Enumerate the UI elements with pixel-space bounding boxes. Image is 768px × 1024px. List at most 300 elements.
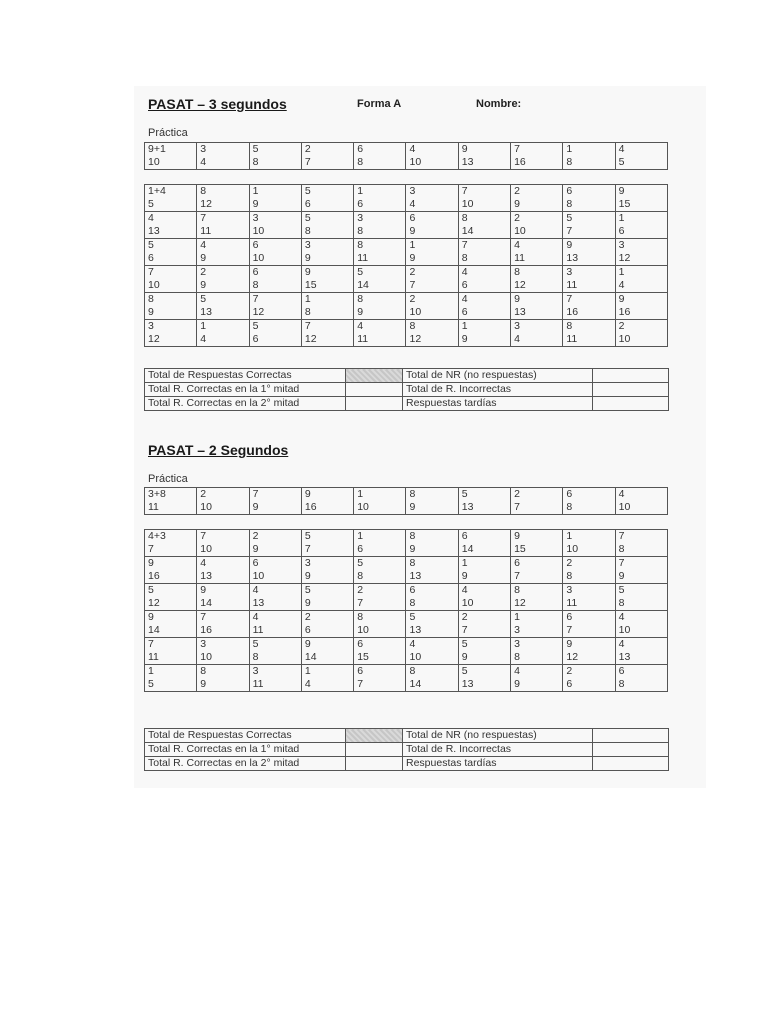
table-row — [145, 530, 668, 557]
practice-table-3s — [144, 142, 668, 170]
cell-top-value: 6 — [409, 212, 416, 224]
table-cell — [197, 293, 249, 320]
table-cell — [615, 530, 667, 557]
cell-top-value: 4 — [200, 239, 207, 251]
cell-bottom-value: 8 — [618, 543, 625, 555]
cell-top-value: 1 — [148, 665, 154, 677]
cell-top-value: 1 — [618, 266, 625, 278]
totals-label: Total de Respuestas Correctas — [145, 729, 346, 743]
practice-table-2s — [144, 487, 668, 515]
table-cell — [354, 239, 406, 266]
cell-bottom-value: 16 — [148, 570, 160, 582]
cell-bottom-value: 10 — [566, 543, 579, 555]
table-cell — [511, 611, 563, 638]
cell-bottom-value: 9 — [618, 570, 625, 582]
cell-top-value: 4 — [252, 611, 259, 623]
cell-bottom-value: 6 — [566, 678, 573, 690]
cell-top-value: 5 — [200, 293, 207, 305]
totals-value-field[interactable] — [346, 369, 403, 383]
cell-top-value: 6 — [409, 584, 416, 596]
practice-row — [145, 488, 668, 515]
totals-row — [145, 397, 669, 411]
table-cell — [354, 557, 406, 584]
table-cell — [197, 665, 249, 692]
cell-top-value: 2 — [514, 212, 520, 224]
table-cell — [249, 293, 301, 320]
table-cell — [249, 143, 301, 170]
table-cell — [458, 611, 510, 638]
cell-bottom-value: 7 — [514, 501, 520, 513]
cell-top-value: 3 — [304, 239, 311, 251]
cell-bottom-value: 4 — [200, 156, 207, 168]
table-cell — [615, 488, 667, 515]
totals-value-field[interactable] — [593, 743, 669, 757]
table-cell — [563, 320, 615, 347]
cell-top-value: 9 — [566, 239, 573, 251]
cell-bottom-value: 13 — [409, 570, 422, 582]
cell-bottom-value: 13 — [461, 678, 474, 690]
cell-bottom-value: 10 — [357, 501, 369, 513]
table-cell — [406, 143, 458, 170]
totals-row — [145, 743, 669, 757]
cell-bottom-value: 11 — [252, 678, 264, 690]
cell-top-value: 3 — [409, 185, 416, 197]
cell-top-value: 4 — [409, 143, 416, 155]
cell-bottom-value: 6 — [252, 333, 259, 345]
table-cell — [511, 143, 563, 170]
table-cell — [197, 488, 249, 515]
cell-top-value: 4 — [409, 638, 416, 650]
cell-bottom-value: 10 — [461, 198, 474, 210]
table-cell — [511, 239, 563, 266]
totals-value-field[interactable] — [593, 383, 669, 397]
section-title-2s: PASAT – 2 Segundos — [148, 442, 289, 458]
table-cell — [301, 584, 353, 611]
table-cell — [563, 143, 615, 170]
cell-bottom-value: 6 — [304, 198, 311, 210]
cell-top-value: 5 — [148, 584, 154, 596]
cell-top-value: 4+3 — [148, 530, 166, 542]
cell-bottom-value: 9 — [461, 651, 468, 663]
cell-bottom-value: 9 — [252, 198, 259, 210]
cell-top-value: 1+4 — [148, 185, 166, 197]
cell-top-value: 8 — [357, 239, 364, 251]
main-table-3s — [144, 184, 668, 347]
table-cell — [301, 557, 353, 584]
table-cell — [511, 638, 563, 665]
cell-top-value: 3 — [200, 143, 207, 155]
table-cell — [615, 143, 667, 170]
cell-bottom-value: 15 — [304, 279, 317, 291]
table-cell — [145, 320, 197, 347]
table-cell — [511, 530, 563, 557]
cell-top-value: 4 — [252, 584, 259, 596]
cell-bottom-value: 10 — [409, 156, 422, 168]
practice-label-2s: Práctica — [148, 473, 188, 485]
cell-top-value: 5 — [304, 212, 311, 224]
table-cell — [563, 611, 615, 638]
table-cell — [249, 611, 301, 638]
table-cell — [406, 638, 458, 665]
table-cell — [511, 320, 563, 347]
table-cell — [615, 293, 667, 320]
cell-bottom-value: 15 — [514, 543, 526, 555]
cell-top-value: 8 — [409, 530, 416, 542]
cell-bottom-value: 8 — [252, 279, 259, 291]
cell-bottom-value: 13 — [252, 597, 265, 609]
totals-value-field[interactable] — [593, 757, 669, 771]
table-cell — [458, 530, 510, 557]
table-row — [145, 185, 668, 212]
table-cell — [301, 530, 353, 557]
table-cell — [563, 488, 615, 515]
cell-bottom-value: 12 — [148, 597, 160, 609]
cell-top-value: 3 — [148, 320, 154, 332]
cell-top-value: 1 — [304, 665, 311, 677]
cell-bottom-value: 8 — [514, 651, 520, 663]
cell-bottom-value: 6 — [461, 306, 468, 318]
table-cell — [615, 320, 667, 347]
cell-bottom-value: 4 — [304, 678, 311, 690]
table-cell — [197, 320, 249, 347]
totals-value-field[interactable] — [346, 743, 403, 757]
forma-label: Forma A — [357, 98, 402, 110]
cell-top-value: 7 — [200, 530, 207, 542]
cell-top-value: 5 — [566, 212, 573, 224]
totals-value-field[interactable] — [346, 729, 403, 743]
table-cell — [301, 185, 353, 212]
totals-row — [145, 383, 669, 397]
table-cell — [301, 212, 353, 239]
table-cell — [615, 611, 667, 638]
cell-top-value: 7 — [200, 212, 207, 224]
table-cell — [406, 488, 458, 515]
table-cell — [563, 665, 615, 692]
cell-top-value: 9 — [461, 143, 468, 155]
cell-top-value: 1 — [357, 530, 364, 542]
cell-bottom-value: 10 — [148, 279, 160, 291]
cell-top-value: 7 — [461, 185, 468, 197]
cell-top-value: 5 — [461, 665, 468, 677]
table-cell — [563, 239, 615, 266]
cell-bottom-value: 9 — [409, 225, 416, 237]
cell-top-value: 6 — [252, 239, 259, 251]
cell-top-value: 2 — [200, 488, 207, 500]
cell-top-value: 6 — [252, 266, 259, 278]
cell-top-value: 1 — [409, 239, 416, 251]
table-cell — [301, 320, 353, 347]
totals-label: Total de NR (no respuestas) — [403, 369, 593, 383]
cell-bottom-value: 3 — [514, 624, 520, 636]
cell-bottom-value: 13 — [461, 156, 474, 168]
table-cell — [615, 665, 667, 692]
totals-value-field[interactable] — [593, 729, 669, 743]
table-row — [145, 239, 668, 266]
cell-top-value: 2 — [514, 185, 520, 197]
table-cell — [354, 185, 406, 212]
cell-bottom-value: 8 — [618, 597, 625, 609]
cell-top-value: 8 — [357, 293, 364, 305]
totals-label: Total de R. Incorrectas — [403, 383, 593, 397]
table-cell — [249, 212, 301, 239]
cell-bottom-value: 4 — [200, 333, 207, 345]
cell-top-value: 4 — [461, 266, 468, 278]
cell-top-value: 3 — [357, 212, 364, 224]
practice-row — [145, 143, 668, 170]
table-cell — [511, 212, 563, 239]
totals-label: Total de Respuestas Correctas — [145, 369, 346, 383]
cell-bottom-value: 9 — [461, 333, 468, 345]
cell-top-value: 1 — [357, 185, 364, 197]
cell-bottom-value: 8 — [566, 501, 573, 513]
table-cell — [458, 293, 510, 320]
table-cell — [615, 638, 667, 665]
cell-top-value: 7 — [252, 488, 259, 500]
table-cell — [511, 185, 563, 212]
cell-top-value: 2 — [304, 611, 311, 623]
table-cell — [354, 665, 406, 692]
cell-top-value: 9 — [514, 530, 520, 542]
cell-bottom-value: 9 — [409, 501, 416, 513]
table-cell — [145, 293, 197, 320]
cell-bottom-value: 6 — [618, 225, 625, 237]
nombre-label: Nombre: — [476, 98, 522, 110]
table-cell — [615, 266, 667, 293]
table-cell — [406, 611, 458, 638]
table-cell — [249, 665, 301, 692]
totals-value-field[interactable] — [346, 383, 403, 397]
table-cell — [615, 239, 667, 266]
cell-bottom-value: 13 — [409, 624, 422, 636]
totals-value-field[interactable] — [346, 757, 403, 771]
table-cell — [145, 239, 197, 266]
cell-bottom-value: 7 — [357, 678, 364, 690]
cell-bottom-value: 8 — [357, 156, 364, 168]
cell-bottom-value: 9 — [200, 252, 207, 264]
table-cell — [197, 611, 249, 638]
cell-bottom-value: 10 — [618, 333, 631, 345]
totals-row — [145, 757, 669, 771]
cell-bottom-value: 9 — [409, 252, 416, 264]
cell-top-value: 1 — [514, 611, 520, 623]
cell-top-value: 2 — [409, 293, 416, 305]
cell-top-value: 5 — [304, 584, 311, 596]
table-cell — [249, 557, 301, 584]
cell-top-value: 7 — [148, 638, 154, 650]
table-cell — [301, 266, 353, 293]
pasat-2s-section — [144, 442, 668, 769]
totals-label: Total R. Correctas en la 1° mitad — [145, 743, 346, 757]
table-cell — [249, 638, 301, 665]
cell-bottom-value: 9 — [252, 543, 259, 555]
totals-label: Total de R. Incorrectas — [403, 743, 593, 757]
table-cell — [249, 185, 301, 212]
cell-top-value: 8 — [200, 665, 207, 677]
pasat-3s-section — [144, 96, 668, 409]
cell-top-value: 4 — [618, 488, 625, 500]
table-cell — [354, 611, 406, 638]
cell-top-value: 6 — [357, 665, 364, 677]
cell-top-value: 5 — [461, 638, 468, 650]
cell-bottom-value: 8 — [252, 156, 259, 168]
cell-top-value: 3 — [618, 239, 625, 251]
cell-top-value: 1 — [304, 293, 311, 305]
cell-top-value: 6 — [514, 557, 520, 569]
table-cell — [563, 266, 615, 293]
cell-top-value: 3 — [304, 557, 311, 569]
table-cell — [563, 638, 615, 665]
cell-top-value: 6 — [461, 530, 468, 542]
table-cell — [354, 530, 406, 557]
table-cell — [458, 488, 510, 515]
cell-bottom-value: 14 — [148, 624, 160, 636]
cell-top-value: 9 — [618, 293, 625, 305]
cell-bottom-value: 10 — [252, 570, 265, 582]
cell-top-value: 5 — [618, 584, 625, 596]
table-cell — [145, 530, 197, 557]
table-cell — [406, 293, 458, 320]
table-cell — [458, 584, 510, 611]
table-cell — [145, 185, 197, 212]
totals-value-field[interactable] — [346, 397, 403, 411]
cell-top-value: 2 — [304, 143, 311, 155]
table-cell — [145, 143, 197, 170]
cell-top-value: 4 — [514, 665, 520, 677]
totals-value-field[interactable] — [593, 397, 669, 411]
totals-label: Total R. Correctas en la 2° mitad — [145, 757, 346, 771]
cell-bottom-value: 8 — [304, 306, 311, 318]
cell-bottom-value: 7 — [566, 624, 573, 636]
totals-label: Respuestas tardías — [403, 397, 593, 411]
cell-bottom-value: 7 — [357, 597, 364, 609]
table-cell — [406, 185, 458, 212]
table-cell — [197, 212, 249, 239]
cell-top-value: 4 — [461, 293, 468, 305]
totals-value-field[interactable] — [593, 369, 669, 383]
cell-top-value: 6 — [357, 143, 364, 155]
cell-bottom-value: 7 — [148, 543, 154, 555]
cell-top-value: 5 — [148, 239, 154, 251]
cell-bottom-value: 13 — [618, 651, 631, 663]
cell-bottom-value: 14 — [304, 651, 317, 663]
cell-bottom-value: 6 — [461, 279, 468, 291]
cell-top-value: 6 — [566, 185, 573, 197]
cell-bottom-value: 10 — [618, 501, 631, 513]
cell-top-value: 8 — [514, 266, 520, 278]
table-cell — [301, 239, 353, 266]
cell-bottom-value: 16 — [566, 306, 579, 318]
cell-bottom-value: 9 — [304, 570, 311, 582]
cell-top-value: 5 — [304, 530, 311, 542]
cell-bottom-value: 13 — [566, 252, 579, 264]
table-row — [145, 557, 668, 584]
cell-top-value: 8 — [409, 557, 416, 569]
cell-bottom-value: 9 — [252, 501, 259, 513]
table-cell — [458, 185, 510, 212]
cell-bottom-value: 12 — [514, 597, 526, 609]
cell-top-value: 4 — [357, 320, 364, 332]
cell-bottom-value: 7 — [304, 543, 311, 555]
cell-top-value: 1 — [200, 320, 207, 332]
table-cell — [458, 557, 510, 584]
table-cell — [406, 266, 458, 293]
table-cell — [511, 266, 563, 293]
table-cell — [145, 584, 197, 611]
table-cell — [301, 665, 353, 692]
totals-row — [145, 369, 669, 383]
cell-bottom-value: 8 — [566, 156, 573, 168]
table-row — [145, 293, 668, 320]
table-cell — [301, 488, 353, 515]
section-title-3s: PASAT – 3 segundos — [148, 96, 287, 112]
cell-top-value: 6 — [357, 638, 364, 650]
table-cell — [249, 266, 301, 293]
cell-bottom-value: 10 — [514, 225, 526, 237]
cell-top-value: 6 — [618, 665, 625, 677]
cell-top-value: 6 — [252, 557, 259, 569]
cell-bottom-value: 9 — [461, 570, 468, 582]
cell-bottom-value: 9 — [514, 678, 520, 690]
totals-table-2s — [144, 728, 669, 771]
cell-top-value: 3 — [514, 638, 520, 650]
cell-top-value: 7 — [514, 143, 520, 155]
cell-bottom-value: 12 — [148, 333, 160, 345]
table-cell — [615, 584, 667, 611]
cell-top-value: 9+1 — [148, 143, 166, 155]
cell-top-value: 8 — [514, 584, 520, 596]
cell-bottom-value: 14 — [409, 678, 422, 690]
cell-bottom-value: 8 — [409, 597, 416, 609]
totals-label: Respuestas tardías — [403, 757, 593, 771]
cell-bottom-value: 7 — [461, 624, 468, 636]
table-cell — [406, 530, 458, 557]
table-cell — [197, 584, 249, 611]
table-cell — [511, 557, 563, 584]
table-cell — [354, 293, 406, 320]
cell-top-value: 4 — [618, 611, 625, 623]
cell-bottom-value: 16 — [304, 501, 317, 513]
cell-top-value: 1 — [461, 557, 468, 569]
table-cell — [145, 665, 197, 692]
table-cell — [145, 638, 197, 665]
cell-top-value: 7 — [148, 266, 154, 278]
table-cell — [249, 239, 301, 266]
cell-bottom-value: 8 — [304, 225, 311, 237]
cell-top-value: 9 — [148, 611, 154, 623]
table-row — [145, 638, 668, 665]
cell-bottom-value: 4 — [514, 333, 520, 345]
table-cell — [354, 320, 406, 347]
cell-top-value: 4 — [618, 638, 625, 650]
main-table-2s — [144, 529, 668, 692]
cell-top-value: 1 — [566, 530, 573, 542]
cell-bottom-value: 14 — [461, 543, 474, 555]
cell-top-value: 4 — [514, 239, 520, 251]
cell-top-value: 5 — [252, 143, 259, 155]
table-cell — [563, 185, 615, 212]
cell-top-value: 2 — [618, 320, 625, 332]
cell-bottom-value: 11 — [357, 333, 369, 345]
table-cell — [563, 530, 615, 557]
cell-top-value: 3+8 — [148, 488, 166, 500]
table-row — [145, 320, 668, 347]
cell-bottom-value: 10 — [409, 306, 422, 318]
cell-top-value: 9 — [566, 638, 573, 650]
cell-top-value: 2 — [409, 266, 416, 278]
cell-top-value: 3 — [514, 320, 520, 332]
table-cell — [406, 665, 458, 692]
cell-top-value: 1 — [461, 320, 468, 332]
